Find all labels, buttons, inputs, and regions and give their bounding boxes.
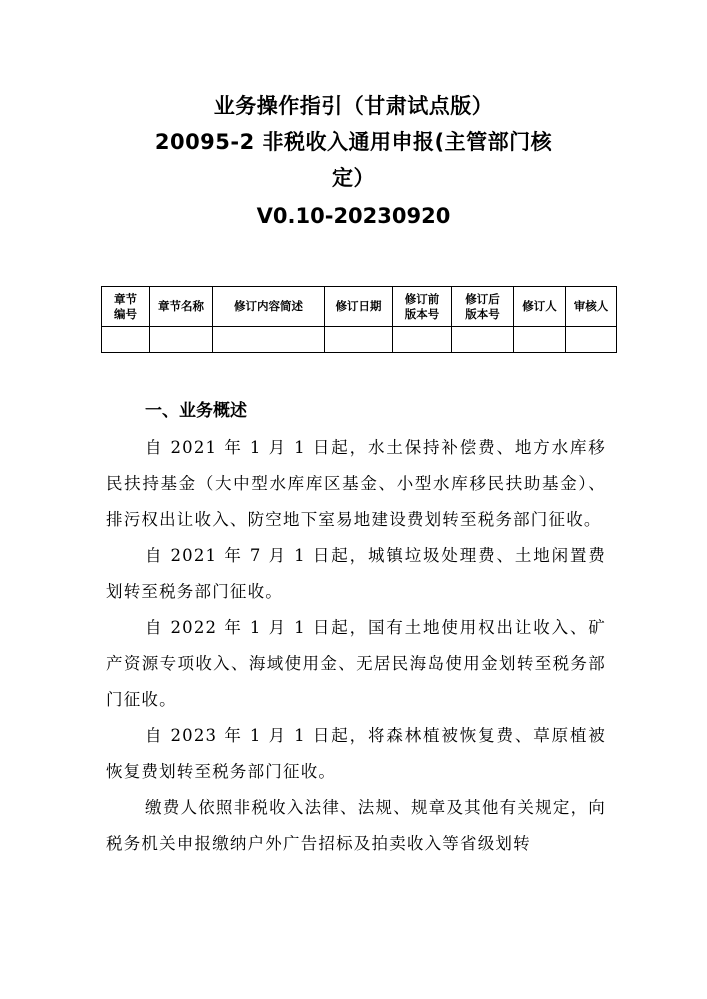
header-revision-date: 修订日期 <box>325 287 393 327</box>
header-version-after <box>452 287 514 327</box>
document-title <box>0 88 707 234</box>
header-chapter-name: 章节名称 <box>150 287 213 327</box>
table-cell <box>514 327 566 353</box>
table-cell <box>325 327 393 353</box>
revision-table-header-row <box>102 287 617 327</box>
header-reviewer: 审核人 <box>566 287 617 327</box>
header-revision-summary: 修订内容简述 <box>213 287 325 327</box>
title-line-2: 20095-2 非税收入通用申报(主管部门核 <box>154 130 553 154</box>
paragraph: 缴费人依照非税收入法律、法规、规章及其他有关规定，向税务机关申报缴纳户外广告招标及拍卖收入等省级划转 <box>106 798 606 853</box>
paragraph: 自 2023 年 1 月 1 日起，将森林植被恢复费、草原植被恢复费划转至税务部门征收。 <box>106 726 606 781</box>
table-cell <box>393 327 452 353</box>
table-cell <box>213 327 325 353</box>
title-line-1: 业务操作指引（甘肃试点版） <box>213 94 494 118</box>
paragraph: 自 2021 年 7 月 1 日起，城镇垃圾处理费、土地闲置费划转至税务部门征收。 <box>106 546 606 601</box>
title-version: V0.10-20230920 <box>256 204 451 228</box>
paragraph: 自 2022 年 1 月 1 日起，国有土地使用权出让收入、矿产资源专项收入、海域使用金、无居民海岛使用金划转至税务部门征收。 <box>106 618 606 709</box>
section-body <box>106 430 606 862</box>
header-chapter-number-text: 章节 编号 <box>114 291 137 321</box>
table-cell <box>452 327 514 353</box>
header-chapter-number <box>102 287 150 327</box>
header-version-after-text: 修订后 版本号 <box>465 291 500 321</box>
table-cell <box>566 327 617 353</box>
header-version-before <box>393 287 452 327</box>
paragraph: 自 2021 年 1 月 1 日起，水土保持补偿费、地方水库移民扶持基金（大中型水库库区基金、小型水库移民扶助基金）、排污权出让收入、防空地下室易地建设费划转至税务部门征收。 <box>106 438 606 529</box>
header-version-before-text: 修订前 版本号 <box>404 291 440 321</box>
section-heading: 一、业务概述 <box>145 401 247 421</box>
revision-table <box>101 286 617 353</box>
header-reviser: 修订人 <box>514 287 566 327</box>
table-cell <box>150 327 213 353</box>
table-cell <box>102 327 150 353</box>
table-row <box>102 327 617 353</box>
title-line-3: 定） <box>332 166 375 190</box>
